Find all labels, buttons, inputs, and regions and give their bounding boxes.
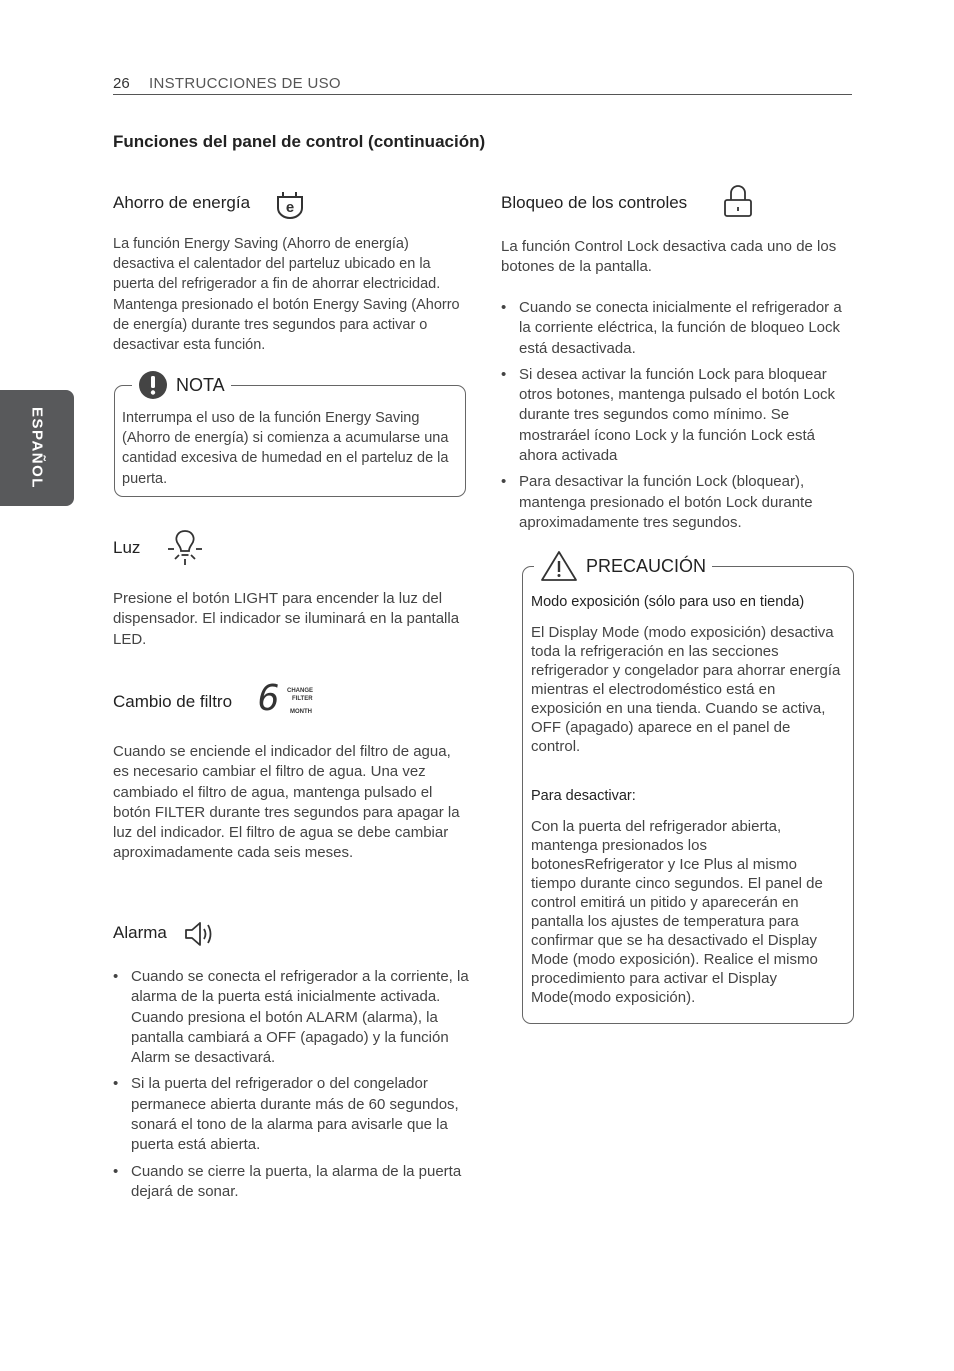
filter-heading: Cambio de filtro xyxy=(113,692,233,711)
language-tab xyxy=(0,390,74,506)
list-item: • Si desea activar la función Lock para bloquear otros botones, mantenga pulsado el botón Lock durante tres segundos como mínimo. Se mostraráel ícono Lock y la función Lock está ahora activada xyxy=(501,365,847,466)
list-item: • Cuando se conecta el refrigerador a la corriente, la alarma de la puerta está inicialmente activada. Cuando presiona el botón ALARM (alarma), la pantalla cambiará a OFF (apagado) y la función Alarm se desactivará. xyxy=(113,967,469,1068)
page-number: 26 xyxy=(113,75,130,92)
filter-indicator-icon xyxy=(258,678,322,720)
note-label: NOTA xyxy=(176,374,225,395)
filter-icon-month: MONTH xyxy=(290,709,312,715)
filter-body: Cuando se enciende el indicador del filtro de agua, es necesario cambiar el filtro de agua. Una vez cambiado el filtro de agua, mantenga pulsado el botón FILTER durante tres segundos para apagar la luz del indicador. El filtro de agua se debe cambiar aproximadamente cada seis meses. xyxy=(113,743,460,862)
list-item: • Para desactivar la función Lock (bloquear), mantenga presionado el botón Lock durante aproximadamente tres segundos. xyxy=(501,472,847,533)
speaker-icon xyxy=(183,919,217,949)
alarm-bullet-list xyxy=(113,967,469,1208)
energy-body: La función Energy Saving (Ahorro de energía) desactiva el calentador del parteluz ubicado en la puerta del refrigerador a fin de ahorrar electricidad. Mantenga presionado el botón Energy Saving (Ahorro de energía) durante tres segundos para activar o desactivar esta función. xyxy=(113,236,460,354)
lock-icon xyxy=(722,183,754,219)
list-item: • Cuando se cierre la puerta, la alarma de la puerta dejará de sonar. xyxy=(113,1162,469,1203)
energy-heading: Ahorro de energía xyxy=(113,193,251,212)
section-title: Funciones del panel de control (continuación) xyxy=(113,132,486,151)
lock-body: La función Control Lock desactiva cada uno de los botones de la pantalla. xyxy=(501,238,837,276)
filter-icon-filter: FILTER xyxy=(292,696,313,702)
list-item: • Cuando se conecta inicialmente el refrigerador a la corriente eléctrica, la función de bloqueo Lock está desactivada. xyxy=(501,298,847,359)
warning-triangle-icon xyxy=(540,550,578,582)
header-rule xyxy=(113,94,852,95)
caution-display-mode-body: El Display Mode (modo exposición) desactiva toda la refrigeración en las secciones refrigerador y congelador para ahorrar energía mientras el electrodoméstico está en exposición en una tienda. Cuando se activa, OFF (apagado) aparece en el panel de control. xyxy=(531,624,841,755)
filter-icon-digit: 6 xyxy=(258,678,280,719)
exclamation-icon xyxy=(138,370,168,400)
lock-bullet-list xyxy=(501,298,847,539)
light-heading: Luz xyxy=(113,538,141,557)
language-tab-label: ESPAÑOL xyxy=(28,407,46,489)
caution-subheading-display-mode: Modo exposición (sólo para uso en tienda) xyxy=(531,594,805,610)
running-title: INSTRUCCIONES DE USO xyxy=(149,75,341,92)
caution-label: PRECAUCIÓN xyxy=(586,555,707,576)
caution-deactivate-body: Con la puerta del refrigerador abierta, mantenga presionados los botonesRefrigerator y Ice Plus al mismo tiempo durante cinco segundos. El panel de control emitirá un pitido y aparecerán en pantalla los ajustes de temperatura para confirmar que se ha desactivado el Display Mode (modo exposición). Realice el mismo procedimiento para activar el Display Mode(modo exposición). xyxy=(531,818,823,1006)
note-body: Interrumpa el uso de la función Energy Saving (Ahorro de energía) si comienza a acumularse una cantidad excesiva de humedad en el parteluz de la puerta. xyxy=(122,410,449,487)
caution-subheading-deactivate: Para desactivar: xyxy=(531,788,636,804)
energy-icon-letter: e xyxy=(285,199,295,216)
light-bulb-icon xyxy=(166,528,204,568)
light-body: Presione el botón LIGHT para encender la luz del dispensador. El indicador se iluminará en la pantalla LED. xyxy=(113,590,460,648)
lock-heading: Bloqueo de los controles xyxy=(501,193,688,212)
alarm-heading: Alarma xyxy=(113,923,167,942)
caution-label-group xyxy=(534,550,712,582)
list-item: • Si la puerta del refrigerador o del congelador permanece abierta durante más de 60 segundos, sonará el tono de la alarma para avisarle que la puerta está abierta. xyxy=(113,1074,469,1155)
filter-icon-change: CHANGE xyxy=(287,688,314,694)
note-label-group xyxy=(132,370,231,400)
energy-saving-icon xyxy=(275,190,305,220)
